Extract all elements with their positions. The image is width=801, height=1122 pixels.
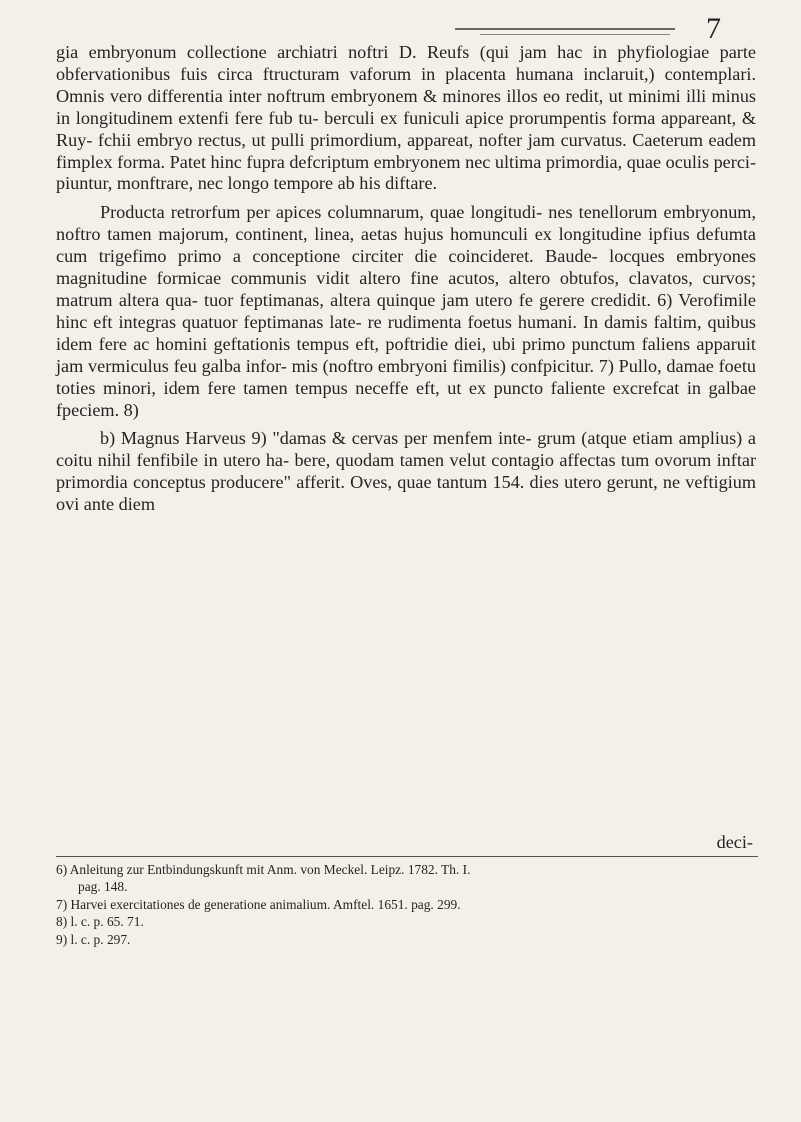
- footnote-6-continued: pag. 148.: [78, 879, 128, 895]
- footnote-9: 9) l. c. p. 297.: [56, 931, 131, 947]
- header-rule: [455, 28, 675, 30]
- body-text: [56, 42, 756, 516]
- footnote-rule: [56, 856, 758, 857]
- footnote-8: 8) l. c. p. 65. 71.: [56, 914, 144, 930]
- header-rule-secondary: [480, 34, 670, 35]
- paragraph-1: gia embryonum collectione archiatri noftri D. Reufs (qui jam hac in phyfiologiae parte obfervationibus fuis circa ftructuram vaforum in placenta humana inclaruit,) contemplari. Omnis vero differentia inter noftrum embryonem & minores illos eo redit, ut minimi illi minus in longitudinem extenfi fere fub tu- berculi ex funiculi apice prorumpentis forma appareant, & Ruy- fchii embryo rectus, ut pulli primordium, appareat, nofter jam curvatus. Caeterum eadem fimplex forma. Patet hinc fupra defcriptum embryonem nec ultima primordia, quae oculis perci- piuntur, monftrare, nec longo tempore ab his diftare.: [56, 42, 756, 194]
- footnotes: [56, 861, 758, 948]
- paragraph-2: Producta retrorfum per apices columnarum, quae longitudi- nes tenellorum embryonum, noftro tamen majorum, continent, linea, aetas hujus homunculi ex longitudine ipfius defumta cum trigefimo primo a conceptione circiter die coincideret. Baude- locques embryones magnitudine formicae communis vidit altero fine acutos, altero obtufos, clavatos, curvos; matrum altera qua- tuor feptimanas, altera quinque jam utero fe gerere credidit. 6) Verofimile hinc eft integras quatuor feptimanas late- re rudimenta foetus humani. In damis faltim, quibus idem fere ac homini geftationis tempus eft, poftridie diei, ubi primo punctum faliens apparuit jam vermiculus feu galba infor- mis (noftro embryoni fimilis) confpicitur. 7) Pullo, damae foetu toties minori, idem fere tamen tempus neceffe eft, ut ex puncto faliente excrefcat in galbae fpeciem. 8): [56, 202, 756, 420]
- footnote-6: 6) Anleitung zur Entbindungskunft mit Anm. von Meckel. Leipz. 1782. Th. I.: [56, 862, 471, 877]
- footnote-7: 7) Harvei exercitationes de generatione animalium. Amftel. 1651. pag. 299.: [56, 896, 461, 912]
- page-number: 7: [706, 12, 721, 45]
- catchword: deci-: [716, 832, 753, 852]
- paragraph-3: b) Magnus Harveus 9) "damas & cervas per menfem inte- grum (atque etiam amplius) a coitu nihil fenfibile in utero ha- bere, quodam tamen velut contagio affectas tum ovorum inftar primordia conceptus producere" afferit. Oves, quae tantum 154. dies utero gerunt, ne veftigium ovi ante diem: [56, 428, 756, 515]
